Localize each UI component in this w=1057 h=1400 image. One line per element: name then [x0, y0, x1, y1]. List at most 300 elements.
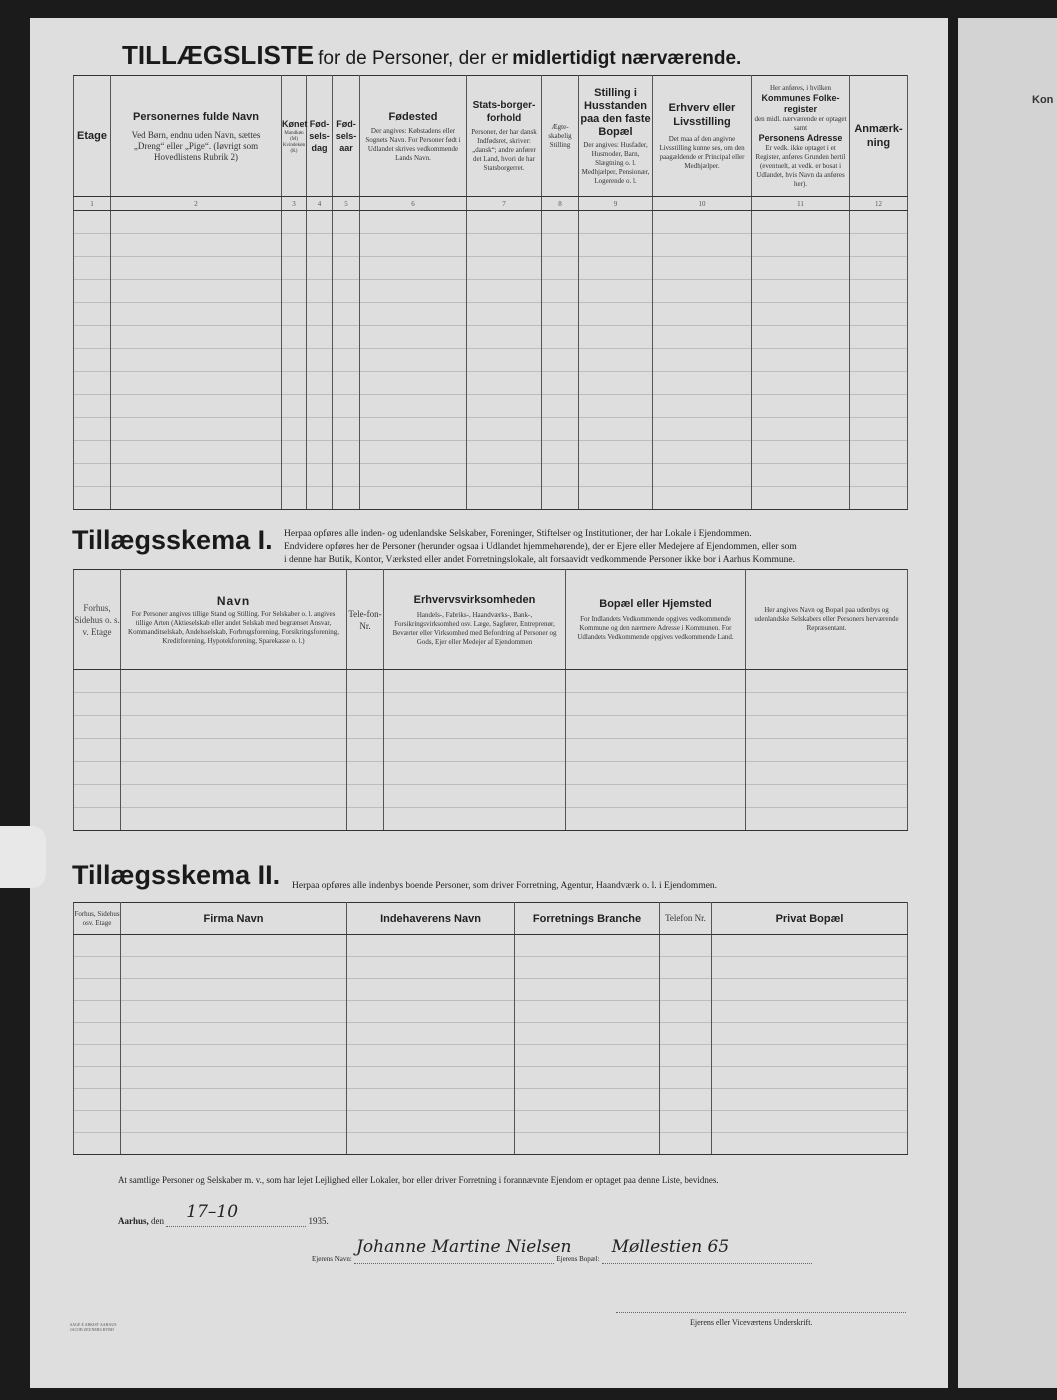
table-cell[interactable]: [653, 349, 752, 372]
table-cell[interactable]: [282, 418, 307, 441]
table-cell[interactable]: [121, 1001, 347, 1023]
table-cell[interactable]: [74, 739, 121, 762]
table-cell[interactable]: [384, 785, 566, 808]
col-koen: Kønet Mandkøn (M) Kvindekøn (K): [282, 76, 307, 197]
table-cell[interactable]: [653, 280, 752, 303]
table-cell[interactable]: [360, 257, 467, 280]
table-cell[interactable]: [660, 1023, 712, 1045]
table-cell[interactable]: [467, 372, 542, 395]
table-cell[interactable]: [121, 716, 347, 739]
table-row: [74, 716, 908, 739]
table-cell[interactable]: [111, 280, 282, 303]
table-cell[interactable]: [347, 808, 384, 831]
table-cell[interactable]: [111, 395, 282, 418]
table-cell[interactable]: [542, 372, 579, 395]
tillaegsliste-table: [73, 75, 908, 510]
skema1-intro-line: Herpaa opføres alle inden- og udenlandske Selskaber, Foreninger, Stiftelser og Institutioner, der har Lokale i Ejendommen.: [284, 529, 752, 539]
table-cell[interactable]: [566, 762, 746, 785]
table-cell[interactable]: [333, 303, 360, 326]
table-cell[interactable]: [307, 487, 333, 510]
table-cell[interactable]: [653, 257, 752, 280]
table-cell[interactable]: [515, 1001, 660, 1023]
table-cell[interactable]: [515, 1111, 660, 1133]
table-cell[interactable]: [566, 739, 746, 762]
table-cell[interactable]: [712, 1111, 908, 1133]
table-cell[interactable]: [515, 1133, 660, 1155]
table-cell[interactable]: [653, 441, 752, 464]
table-cell[interactable]: [347, 785, 384, 808]
table-cell[interactable]: [74, 808, 121, 831]
table-cell[interactable]: [542, 326, 579, 349]
table-cell[interactable]: [74, 979, 121, 1001]
table-cell[interactable]: [653, 211, 752, 234]
table-cell[interactable]: [752, 349, 850, 372]
table-cell[interactable]: [282, 464, 307, 487]
colnum: 6: [360, 197, 467, 211]
table-cell[interactable]: [121, 808, 347, 831]
table-row: [74, 395, 908, 418]
col-aegteskab: Ægte-skabelig Stilling: [542, 76, 579, 197]
table-cell[interactable]: [467, 349, 542, 372]
table-cell[interactable]: [850, 326, 908, 349]
table-cell[interactable]: [384, 670, 566, 693]
colnum: 4: [307, 197, 333, 211]
table-cell[interactable]: [347, 1067, 515, 1089]
table-cell[interactable]: [282, 372, 307, 395]
table-cell[interactable]: [111, 464, 282, 487]
table-cell[interactable]: [121, 1023, 347, 1045]
table-cell[interactable]: [752, 211, 850, 234]
table-cell[interactable]: [752, 464, 850, 487]
table-cell[interactable]: [850, 464, 908, 487]
table-cell[interactable]: [121, 739, 347, 762]
table-cell[interactable]: [347, 1133, 515, 1155]
table-cell[interactable]: [282, 326, 307, 349]
table-cell[interactable]: [850, 395, 908, 418]
table-cell[interactable]: [74, 1133, 121, 1155]
table-cell[interactable]: [111, 441, 282, 464]
table-cell[interactable]: [542, 418, 579, 441]
table-cell[interactable]: [121, 693, 347, 716]
table-cell[interactable]: [752, 372, 850, 395]
table-cell[interactable]: [111, 211, 282, 234]
table-cell[interactable]: [74, 211, 111, 234]
table-cell[interactable]: [307, 441, 333, 464]
table-cell[interactable]: [660, 957, 712, 979]
table-cell[interactable]: [121, 670, 347, 693]
adjacent-page-label: Kon: [1032, 94, 1054, 106]
table-cell[interactable]: [347, 935, 515, 957]
table-cell[interactable]: [74, 785, 121, 808]
table-cell[interactable]: [74, 372, 111, 395]
table-cell[interactable]: [360, 349, 467, 372]
table-cell[interactable]: [515, 1045, 660, 1067]
table-cell[interactable]: [712, 935, 908, 957]
col-folkeregister: Her anføres, i hvilken Kommunes Folke-register den midl. nærværende er optaget samt Personens Adresse Er vedk. ikke optaget i et Register, anføres Grunden hertil (eventuelt, at vedk. er bosat i Udlandet, hvis Navn da anføres her).: [752, 76, 850, 197]
table-cell[interactable]: [752, 487, 850, 510]
table-cell[interactable]: [307, 418, 333, 441]
table-cell[interactable]: [653, 464, 752, 487]
table-cell[interactable]: [653, 418, 752, 441]
table-cell[interactable]: [850, 418, 908, 441]
table-cell[interactable]: [360, 418, 467, 441]
table-cell[interactable]: [282, 487, 307, 510]
table-cell[interactable]: [121, 1067, 347, 1089]
table-cell[interactable]: [111, 418, 282, 441]
table-cell[interactable]: [121, 979, 347, 1001]
table-cell[interactable]: [282, 257, 307, 280]
table-cell[interactable]: [660, 979, 712, 1001]
table-cell[interactable]: [121, 1111, 347, 1133]
table-cell[interactable]: [752, 418, 850, 441]
table-cell[interactable]: [579, 326, 653, 349]
table-cell[interactable]: [712, 979, 908, 1001]
table-cell[interactable]: [850, 372, 908, 395]
table-cell[interactable]: [347, 1001, 515, 1023]
table-cell[interactable]: [360, 211, 467, 234]
table-cell[interactable]: [74, 326, 111, 349]
table-cell[interactable]: [467, 464, 542, 487]
table-row: [74, 1067, 908, 1089]
table-cell[interactable]: [850, 234, 908, 257]
table-cell[interactable]: [850, 441, 908, 464]
table-cell[interactable]: [333, 464, 360, 487]
table-cell[interactable]: [712, 1067, 908, 1089]
table-cell[interactable]: [307, 257, 333, 280]
table-cell[interactable]: [653, 303, 752, 326]
colnum: 11: [752, 197, 850, 211]
table-cell[interactable]: [111, 303, 282, 326]
table-cell[interactable]: [74, 670, 121, 693]
table-cell[interactable]: [752, 326, 850, 349]
table-cell[interactable]: [850, 303, 908, 326]
table-cell[interactable]: [307, 234, 333, 257]
table-cell[interactable]: [111, 487, 282, 510]
table-cell[interactable]: [467, 234, 542, 257]
table-cell[interactable]: [850, 257, 908, 280]
table-cell[interactable]: [307, 326, 333, 349]
table-cell[interactable]: [384, 739, 566, 762]
table-cell[interactable]: [111, 349, 282, 372]
col-foedselsdag: Fød-sels-dag: [307, 76, 333, 197]
table-cell[interactable]: [333, 211, 360, 234]
table-cell[interactable]: [74, 464, 111, 487]
table-cell[interactable]: [515, 979, 660, 1001]
table-cell[interactable]: [347, 1089, 515, 1111]
table-cell[interactable]: [515, 935, 660, 957]
owner-name-field[interactable]: [354, 1237, 572, 1264]
table-cell[interactable]: [74, 716, 121, 739]
table-cell[interactable]: [746, 785, 908, 808]
table-cell[interactable]: [74, 1045, 121, 1067]
table-cell[interactable]: [111, 372, 282, 395]
table-cell[interactable]: [74, 280, 111, 303]
table-cell[interactable]: [542, 487, 579, 510]
table-cell[interactable]: [347, 979, 515, 1001]
signature-line[interactable]: [616, 1312, 906, 1313]
table-cell[interactable]: [307, 464, 333, 487]
table-cell[interactable]: [653, 487, 752, 510]
table-cell[interactable]: [384, 808, 566, 831]
table-cell[interactable]: [752, 234, 850, 257]
table-cell[interactable]: [467, 257, 542, 280]
table-row: [74, 1089, 908, 1111]
table-cell[interactable]: [121, 1045, 347, 1067]
table-cell[interactable]: [74, 1089, 121, 1111]
table-cell[interactable]: [579, 303, 653, 326]
table-cell[interactable]: [121, 935, 347, 957]
table-cell[interactable]: [74, 1023, 121, 1045]
col-foedselsaar: Fød-sels-aar: [333, 76, 360, 197]
title-rest: for de Personer, der er: [318, 48, 509, 69]
table-cell[interactable]: [515, 1089, 660, 1111]
table-cell[interactable]: [74, 693, 121, 716]
table-cell[interactable]: [746, 716, 908, 739]
owner-name-handwritten: Johanne Martine Nielsen: [356, 1237, 572, 1257]
table-cell[interactable]: [566, 670, 746, 693]
table-cell[interactable]: [360, 280, 467, 303]
table-cell[interactable]: [121, 957, 347, 979]
table-cell[interactable]: [121, 1133, 347, 1155]
table-cell[interactable]: [752, 441, 850, 464]
table-cell[interactable]: [74, 303, 111, 326]
table-cell[interactable]: [579, 211, 653, 234]
table-cell[interactable]: [74, 418, 111, 441]
table-cell[interactable]: [360, 487, 467, 510]
table-cell[interactable]: [579, 234, 653, 257]
table-row: [74, 1023, 908, 1045]
table-cell[interactable]: [746, 808, 908, 831]
table-cell[interactable]: [360, 372, 467, 395]
table-cell[interactable]: [850, 211, 908, 234]
table-cell[interactable]: [579, 372, 653, 395]
table-row: [74, 935, 908, 957]
table-cell[interactable]: [307, 372, 333, 395]
table-cell[interactable]: [333, 326, 360, 349]
table-cell[interactable]: [333, 280, 360, 303]
table-cell[interactable]: [347, 739, 384, 762]
table-cell[interactable]: [74, 441, 111, 464]
table-cell[interactable]: [347, 716, 384, 739]
table-cell[interactable]: [282, 349, 307, 372]
table-cell[interactable]: [566, 693, 746, 716]
table-cell[interactable]: [653, 395, 752, 418]
table-cell[interactable]: [653, 326, 752, 349]
table-cell[interactable]: [74, 257, 111, 280]
table-cell[interactable]: [347, 693, 384, 716]
table-cell[interactable]: [712, 1045, 908, 1067]
table-cell[interactable]: [360, 303, 467, 326]
skema2-title: Tillægsskema II.: [72, 860, 281, 890]
table-cell[interactable]: [653, 372, 752, 395]
table-cell[interactable]: [660, 1133, 712, 1155]
table-cell[interactable]: [121, 1089, 347, 1111]
table-cell[interactable]: [121, 785, 347, 808]
table-cell[interactable]: [850, 349, 908, 372]
table-cell[interactable]: [74, 762, 121, 785]
table-cell[interactable]: [746, 739, 908, 762]
table-cell[interactable]: [579, 487, 653, 510]
table-cell[interactable]: [660, 1089, 712, 1111]
table-cell[interactable]: [74, 957, 121, 979]
table-cell[interactable]: [333, 418, 360, 441]
table-cell[interactable]: [360, 326, 467, 349]
table-cell[interactable]: [467, 326, 542, 349]
table-cell[interactable]: [712, 1089, 908, 1111]
table-cell[interactable]: [282, 280, 307, 303]
table-cell[interactable]: [282, 395, 307, 418]
table-cell[interactable]: [752, 280, 850, 303]
table-cell[interactable]: [307, 303, 333, 326]
table-row: [74, 418, 908, 441]
table-cell[interactable]: [384, 762, 566, 785]
table-cell[interactable]: [746, 693, 908, 716]
s1-col-repraesentant: Her angives Navn og Bopæl paa udenbys og udenlandske Selskabers eller Personers herværende Repræsentant.: [746, 570, 908, 670]
table-cell[interactable]: [660, 1045, 712, 1067]
table-row: [74, 1045, 908, 1067]
table-row: [74, 372, 908, 395]
table-cell[interactable]: [467, 211, 542, 234]
table-cell[interactable]: [542, 464, 579, 487]
table-cell[interactable]: [579, 441, 653, 464]
table-cell[interactable]: [515, 957, 660, 979]
table-cell[interactable]: [333, 395, 360, 418]
table-cell[interactable]: [307, 349, 333, 372]
table-cell[interactable]: [74, 395, 111, 418]
table-cell[interactable]: [307, 211, 333, 234]
table-cell[interactable]: [653, 234, 752, 257]
table-cell[interactable]: [515, 1023, 660, 1045]
table-cell[interactable]: [360, 395, 467, 418]
table-cell[interactable]: [347, 1111, 515, 1133]
table-cell[interactable]: [660, 1001, 712, 1023]
table-cell[interactable]: [333, 234, 360, 257]
table-cell[interactable]: [515, 1067, 660, 1089]
table-cell[interactable]: [111, 257, 282, 280]
table-cell[interactable]: [347, 1045, 515, 1067]
table-cell[interactable]: [542, 349, 579, 372]
table-cell[interactable]: [746, 670, 908, 693]
table-cell[interactable]: [746, 762, 908, 785]
s1-col-etage: Forhus, Sidehus o. s. v. Etage: [74, 570, 121, 670]
table-cell[interactable]: [660, 1067, 712, 1089]
table-cell[interactable]: [282, 211, 307, 234]
table-cell[interactable]: [347, 670, 384, 693]
table-cell[interactable]: [712, 1001, 908, 1023]
table-cell[interactable]: [74, 935, 121, 957]
table-cell[interactable]: [566, 716, 746, 739]
table-cell[interactable]: [579, 395, 653, 418]
col-navn: Personernes fulde Navn Ved Børn, endnu uden Navn, sættes „Dreng“ eller „Pige“. (Iøvrigt som Hovedlistens Rubrik 2): [111, 76, 282, 197]
table-cell[interactable]: [333, 372, 360, 395]
table-cell[interactable]: [542, 441, 579, 464]
table-cell[interactable]: [74, 1001, 121, 1023]
s1-col-navn: Navn For Personer angives tillige Stand og Stilling. For Selskaber o. l. angives tillige Arten (Aktieselskab eller andet Selskab med begrænset Ansvar, Kommanditselskab, Andelsselskab, Forbrugsforening, Forsikringsforening, Kreditforening, Hypotekforening, Sparekasse o. l.): [121, 570, 347, 670]
table-row: [74, 808, 908, 831]
table-cell[interactable]: [542, 395, 579, 418]
table-cell[interactable]: [333, 487, 360, 510]
table-cell[interactable]: [712, 1023, 908, 1045]
table-cell[interactable]: [74, 234, 111, 257]
table-cell[interactable]: [579, 280, 653, 303]
table-cell[interactable]: [467, 395, 542, 418]
table-cell[interactable]: [347, 762, 384, 785]
table-cell[interactable]: [384, 693, 566, 716]
table-cell[interactable]: [566, 785, 746, 808]
table-cell[interactable]: [307, 395, 333, 418]
table-cell[interactable]: [850, 487, 908, 510]
table-cell[interactable]: [579, 349, 653, 372]
table-cell[interactable]: [333, 441, 360, 464]
table-cell[interactable]: [74, 1111, 121, 1133]
table-cell[interactable]: [282, 234, 307, 257]
table-cell[interactable]: [347, 1023, 515, 1045]
table-cell[interactable]: [74, 487, 111, 510]
table-cell[interactable]: [752, 395, 850, 418]
table-cell[interactable]: [74, 349, 111, 372]
date-field[interactable]: [166, 1202, 306, 1227]
table-cell[interactable]: [660, 1111, 712, 1133]
table-cell[interactable]: [579, 257, 653, 280]
year: 1935.: [308, 1216, 329, 1226]
table-row: [74, 979, 908, 1001]
table-cell[interactable]: [542, 234, 579, 257]
table-cell[interactable]: [542, 280, 579, 303]
table-cell[interactable]: [752, 303, 850, 326]
table-cell[interactable]: [712, 957, 908, 979]
owner-addr-field[interactable]: [602, 1237, 812, 1264]
table-cell[interactable]: [467, 441, 542, 464]
table-cell[interactable]: [111, 326, 282, 349]
table-cell[interactable]: [712, 1133, 908, 1155]
table-cell[interactable]: [111, 234, 282, 257]
table-cell[interactable]: [282, 303, 307, 326]
table-cell[interactable]: [333, 349, 360, 372]
table-row: [74, 762, 908, 785]
table-row: [74, 303, 908, 326]
table-cell[interactable]: [542, 211, 579, 234]
table-cell[interactable]: [360, 441, 467, 464]
table-cell[interactable]: [566, 808, 746, 831]
table-row: [74, 1001, 908, 1023]
table-row: [74, 487, 908, 510]
table-cell[interactable]: [579, 464, 653, 487]
table-cell[interactable]: [360, 464, 467, 487]
table-cell[interactable]: [347, 957, 515, 979]
table-cell[interactable]: [542, 303, 579, 326]
skema2-intro: Herpaa opføres alle indenbys boende Personer, som driver Forretning, Agentur, Haandværk o. l. i Ejendommen.: [292, 881, 718, 891]
table-cell[interactable]: [467, 303, 542, 326]
table-cell[interactable]: [850, 280, 908, 303]
table-cell[interactable]: [121, 762, 347, 785]
table-cell[interactable]: [542, 257, 579, 280]
col-etage: Etage: [74, 76, 111, 197]
table-cell[interactable]: [282, 441, 307, 464]
table-cell[interactable]: [752, 257, 850, 280]
table-cell[interactable]: [467, 280, 542, 303]
table-cell[interactable]: [467, 418, 542, 441]
table-cell[interactable]: [333, 257, 360, 280]
table-cell[interactable]: [579, 418, 653, 441]
table-cell[interactable]: [467, 487, 542, 510]
table-cell[interactable]: [660, 935, 712, 957]
date-line: [118, 1202, 348, 1227]
table-cell[interactable]: [74, 1067, 121, 1089]
table-cell[interactable]: [384, 716, 566, 739]
col-statsborger: Stats-borger-forhold Personer, der har dansk Indfødsret, skriver: „dansk“; andre anfører det Land, hvori de har Statsborgerret.: [467, 76, 542, 197]
table-cell[interactable]: [307, 280, 333, 303]
table-cell[interactable]: [360, 234, 467, 257]
